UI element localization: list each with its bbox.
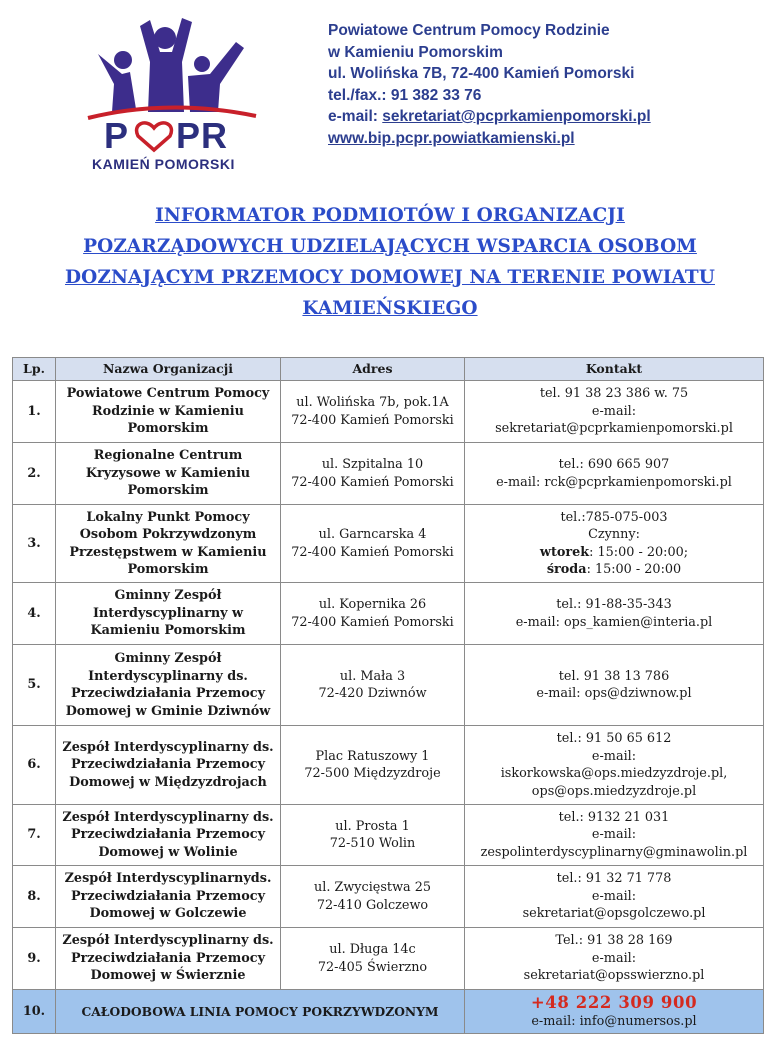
address-cell: ul. Wolińska 7b, pok.1A 72-400 Kamień Pomorski xyxy=(281,381,465,443)
organization-header xyxy=(328,20,651,149)
address-cell: ul. Szpitalna 10 72-400 Kamień Pomorski xyxy=(281,443,465,505)
table-row xyxy=(13,645,764,726)
email-label: e-mail: xyxy=(328,108,383,125)
org-email-link[interactable]: sekretariat@pcprkamienpomorski.pl xyxy=(382,108,651,125)
row-number: 7. xyxy=(13,805,56,866)
contact-cell: tel.: 690 665 907 e-mail: rck@pcprkamienpomorski.pl xyxy=(465,443,764,505)
address-cell: ul. Długa 14c 72-405 Świerzno xyxy=(281,928,465,990)
contact-cell: tel. 91 38 23 386 w. 75 e-mail: sekretariat@pcprkamienpomorski.pl xyxy=(465,381,764,443)
row-number: 4. xyxy=(13,583,56,645)
hotline-name-cell: CAŁODOBOWA LINIA POMOCY POKRZYWDZONYM xyxy=(56,990,465,1034)
org-name-line-1: Powiatowe Centrum Pomocy Rodzinie xyxy=(328,22,610,39)
row-number: 10. xyxy=(13,990,56,1034)
address-cell: ul. Zwycięstwa 25 72-410 Golczewo xyxy=(281,866,465,928)
title-line-1: INFORMATOR PODMIOTÓW I ORGANIZACJI xyxy=(155,205,625,226)
contact-cell: tel.: 91 50 65 612 e-mail: iskorkowska@ops.miedzyzdroje.pl, ops@ops.miedzyzdroje.pl xyxy=(465,726,764,805)
table-row xyxy=(13,928,764,990)
hotline-number[interactable]: +48 222 309 900 xyxy=(530,992,698,1012)
row-number: 3. xyxy=(13,505,56,583)
header-contact: Kontakt xyxy=(465,358,764,381)
org-email-line xyxy=(328,106,651,128)
table-row xyxy=(13,443,764,505)
org-name-cell: Zespół Interdyscyplinarny ds. Przeciwdziałania Przemocy Domowej w Wolinie xyxy=(56,805,281,866)
contact-cell: tel.:785-075-003 Czynny: wtorek: 15:00 - 20:00; środa: 15:00 - 20:00 xyxy=(465,505,764,583)
org-name-cell: Gminny Zespół Interdyscyplinarny w Kamieniu Pomorskim xyxy=(56,583,281,645)
table-header-row xyxy=(13,358,764,381)
address-cell: ul. Prosta 1 72-510 Wolin xyxy=(281,805,465,866)
row-number: 6. xyxy=(13,726,56,805)
row-number: 9. xyxy=(13,928,56,990)
row-number: 8. xyxy=(13,866,56,928)
row-number: 2. xyxy=(13,443,56,505)
address-cell: ul. Mała 3 72-420 Dziwnów xyxy=(281,645,465,726)
address-cell: Plac Ratuszowy 1 72-500 Międzyzdroje xyxy=(281,726,465,805)
table-row xyxy=(13,505,764,583)
contact-cell: tel. 91 38 13 786 e-mail: ops@dziwnow.pl xyxy=(465,645,764,726)
table-row xyxy=(13,805,764,866)
contact-cell: tel.: 91-88-35-343 e-mail: ops_kamien@interia.pl xyxy=(465,583,764,645)
svg-text:P: P xyxy=(104,115,130,156)
org-name-cell: Lokalny Punkt Pomocy Osobom Pokrzywdzonym Przestępstwem w Kamieniu Pomorskim xyxy=(56,505,281,583)
table-row-hotline xyxy=(13,990,764,1034)
org-phone: tel./fax.: 91 382 33 76 xyxy=(328,86,482,104)
title-line-2: POZARZĄDOWYCH UDZIELAJĄCYCH WSPARCIA OSOBOM xyxy=(83,236,697,257)
org-address: ul. Wolińska 7B, 72-400 Kamień Pomorski xyxy=(328,65,635,82)
address-cell: ul. Kopernika 26 72-400 Kamień Pomorski xyxy=(281,583,465,645)
org-name-cell: Zespół Interdyscyplinarny ds. Przeciwdziałania Przemocy Domowej w Międzyzdrojach xyxy=(56,726,281,805)
address-cell: ul. Garncarska 4 72-400 Kamień Pomorski xyxy=(281,505,465,583)
row-number: 1. xyxy=(13,381,56,443)
header-lp: Lp. xyxy=(13,358,56,381)
pcpr-logo xyxy=(78,14,263,174)
header-address: Adres xyxy=(281,358,465,381)
contact-cell: tel.: 91 32 71 778 e-mail: sekretariat@opsgolczewo.pl xyxy=(465,866,764,928)
row-number: 5. xyxy=(13,645,56,726)
table-row xyxy=(13,583,764,645)
org-name-cell: Regionalne Centrum Kryzysowe w Kamieniu Pomorskim xyxy=(56,443,281,505)
contact-cell: Tel.: 91 38 28 169 e-mail: sekretariat@opsswierzno.pl xyxy=(465,928,764,990)
org-name-cell: Gminny Zespół Interdyscyplinarny ds. Przeciwdziałania Przemocy Domowej w Gminie Dziwnów xyxy=(56,645,281,726)
title-line-4: KAMIEŃSKIEGO xyxy=(302,298,478,319)
org-name-cell: Zespół Interdyscyplinarnyds. Przeciwdziałania Przemocy Domowej w Golczewie xyxy=(56,866,281,928)
table-row xyxy=(13,726,764,805)
document-title xyxy=(30,200,750,324)
table-row xyxy=(13,381,764,443)
table-row xyxy=(13,866,764,928)
header-name: Nazwa Organizacji xyxy=(56,358,281,381)
contact-cell: tel.: 9132 21 031 e-mail: zespolinterdyscyplinarny@gminawolin.pl xyxy=(465,805,764,866)
svg-text:PR: PR xyxy=(176,115,229,156)
org-name-cell: Zespół Interdyscyplinarny ds. Przeciwdziałania Przemocy Domowej w Świerznie xyxy=(56,928,281,990)
title-line-3: DOZNAJĄCYM PRZEMOCY DOMOWEJ NA TERENIE POWIATU xyxy=(64,267,715,288)
organizations-table xyxy=(12,357,764,1034)
logo-caption: KAMIEŃ POMORSKI xyxy=(92,156,235,172)
org-website-link[interactable]: www.bip.pcpr.powiatkamienski.pl xyxy=(328,129,575,147)
org-name-cell: Powiatowe Centrum Pomocy Rodzinie w Kamieniu Pomorskim xyxy=(56,381,281,443)
contact-cell: +48 222 309 900 e-mail: info@numersos.pl xyxy=(465,990,764,1034)
org-name-line-2: w Kamieniu Pomorskim xyxy=(328,43,503,61)
